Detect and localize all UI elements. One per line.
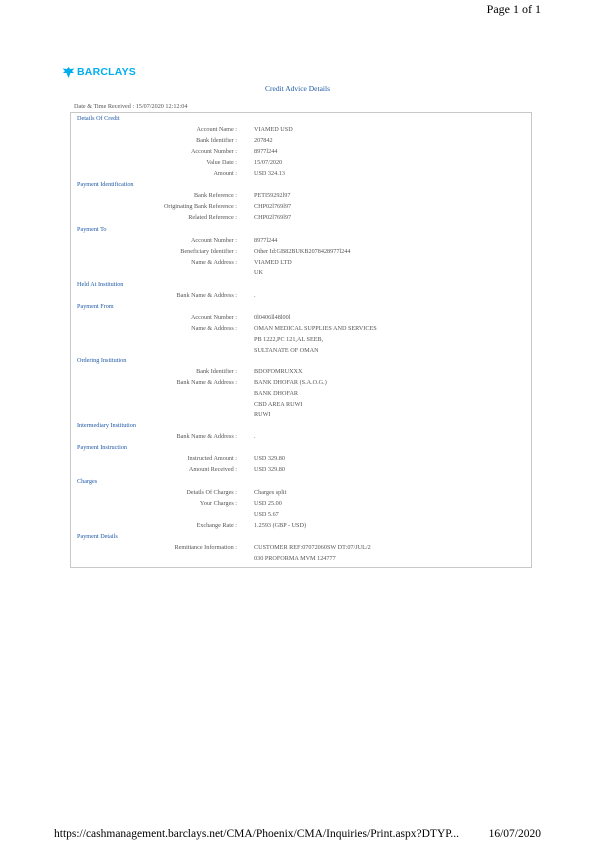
ord-bank-name-value: BANK DHOFAR (S.A.O.G.) xyxy=(254,379,327,386)
ord-bank-name-line3: CBD AREA RUWI xyxy=(254,401,303,408)
remittance-information-value: CUSTOMER REF:07072060SW DT:07/JUL/2 xyxy=(254,544,371,551)
to-name-address-line2: UK xyxy=(254,269,263,276)
int-bank-name-value: . xyxy=(254,433,256,440)
originating-bank-reference-value: CHP02l769l97 xyxy=(254,203,292,210)
account-number-label: Account Number : xyxy=(190,148,237,155)
section-payment-from: Payment From xyxy=(77,303,114,310)
to-account-number-value: 8977l244 xyxy=(254,237,278,244)
instructed-amount-label: Instructed Amount : xyxy=(187,455,237,462)
section-held-at-institution: Held At Institution xyxy=(77,281,124,288)
int-bank-name-label: Bank Name & Address : xyxy=(176,433,237,440)
value-date-label: Value Date : xyxy=(206,159,237,166)
logo-text: BARCLAYS xyxy=(77,66,136,78)
your-charges-line2: USD 5.67 xyxy=(254,511,279,518)
ord-bank-name-label: Bank Name & Address : xyxy=(176,379,237,386)
ord-bank-identifier-label: Bank Identifier : xyxy=(196,368,237,375)
amount-received-label: Amount Received : xyxy=(188,466,237,473)
to-account-number-label: Account Number : xyxy=(190,237,237,244)
section-ordering-institution: Ordering Institution xyxy=(77,357,127,364)
originating-bank-reference-label: Originating Bank Reference : xyxy=(163,203,237,210)
bank-reference-label: Bank Reference : xyxy=(194,192,237,199)
details-of-charges-label: Details Of Charges : xyxy=(186,489,237,496)
section-payment-to: Payment To xyxy=(77,226,107,233)
from-name-address-line3: SULTANATE OF OMAN xyxy=(254,347,319,354)
eagle-icon xyxy=(62,67,75,78)
your-charges-value: USD 25.00 xyxy=(254,500,282,507)
from-name-address-value: OMAN MEDICAL SUPPLIES AND SERVICES xyxy=(254,325,377,332)
beneficiary-identifier-value: Other Id:GB82BUKB2078428977l244 xyxy=(254,248,351,255)
section-payment-instruction: Payment Instruction xyxy=(77,444,128,451)
date-time-received: Date & Time Received : 15/07/2020 12:12:04 xyxy=(74,103,188,110)
related-reference-value: CHP02l769l97 xyxy=(254,214,292,221)
ord-bank-name-line2: BANK DHOFAR xyxy=(254,390,299,397)
page-number: Page 1 of 1 xyxy=(486,2,541,16)
section-payment-identification: Payment Identification xyxy=(77,181,134,188)
from-name-address-line2: PB 1222,PC 121,AL SEEB, xyxy=(254,336,324,343)
to-name-address-value: VIAMED LTD xyxy=(254,259,292,266)
barclays-logo xyxy=(62,66,136,78)
section-details-of-credit: Details Of Credit xyxy=(77,115,120,122)
bank-reference-value: PETI59292l97 xyxy=(254,192,291,199)
value-date-value: 15/07/2020 xyxy=(254,159,283,166)
amount-value: USD 324.13 xyxy=(254,170,285,177)
held-bank-name-label: Bank Name & Address : xyxy=(176,292,237,299)
held-bank-name-value: . xyxy=(254,292,256,299)
ord-bank-identifier-value: BDOFOMRUXXX xyxy=(254,368,303,375)
footer-url: https://cashmanagement.barclays.net/CMA/Phoenix/CMA/Inquiries/Print.aspx?DTYP... xyxy=(54,828,460,840)
related-reference-label: Related Reference : xyxy=(188,214,237,221)
remittance-information-line2: 030 PROFORMA MVM 124777 xyxy=(254,555,336,562)
account-number-value: 8977l244 xyxy=(254,148,278,155)
remittance-information-label: Remittance Information : xyxy=(174,544,237,551)
beneficiary-identifier-label: Beneficiary Identifier : xyxy=(180,248,237,255)
bank-identifier-label: Bank Identifier : xyxy=(196,137,237,144)
from-account-number-label: Account Number : xyxy=(190,314,237,321)
to-name-address-label: Name & Address : xyxy=(191,259,237,266)
amount-label: Amount : xyxy=(213,170,237,177)
footer-date: 16/07/2020 xyxy=(488,828,541,840)
from-name-address-label: Name & Address : xyxy=(191,325,237,332)
amount-received-value: USD 329.80 xyxy=(254,466,285,473)
instructed-amount-value: USD 329.80 xyxy=(254,455,285,462)
your-charges-label: Your Charges : xyxy=(199,500,237,507)
details-of-charges-value: Charges split xyxy=(254,489,287,496)
document-title: Credit Advice Details xyxy=(265,84,330,93)
ord-bank-name-line4: RUWI xyxy=(254,411,271,418)
section-charges: Charges xyxy=(77,478,98,485)
section-intermediary-institution: Intermediary Institution xyxy=(77,422,136,429)
account-name-label: Account Name : xyxy=(196,126,237,133)
section-payment-details: Payment Details xyxy=(77,533,118,540)
account-name-value: VIAMED USD xyxy=(254,126,293,133)
from-account-number-value: 0l0406ll48l00l xyxy=(254,314,291,321)
exchange-rate-value: 1.2593 (GBP - USD) xyxy=(254,522,307,529)
bank-identifier-value: 207842 xyxy=(254,137,273,144)
credit-advice-panel xyxy=(70,112,532,568)
exchange-rate-label: Exchange Rate : xyxy=(196,522,237,529)
